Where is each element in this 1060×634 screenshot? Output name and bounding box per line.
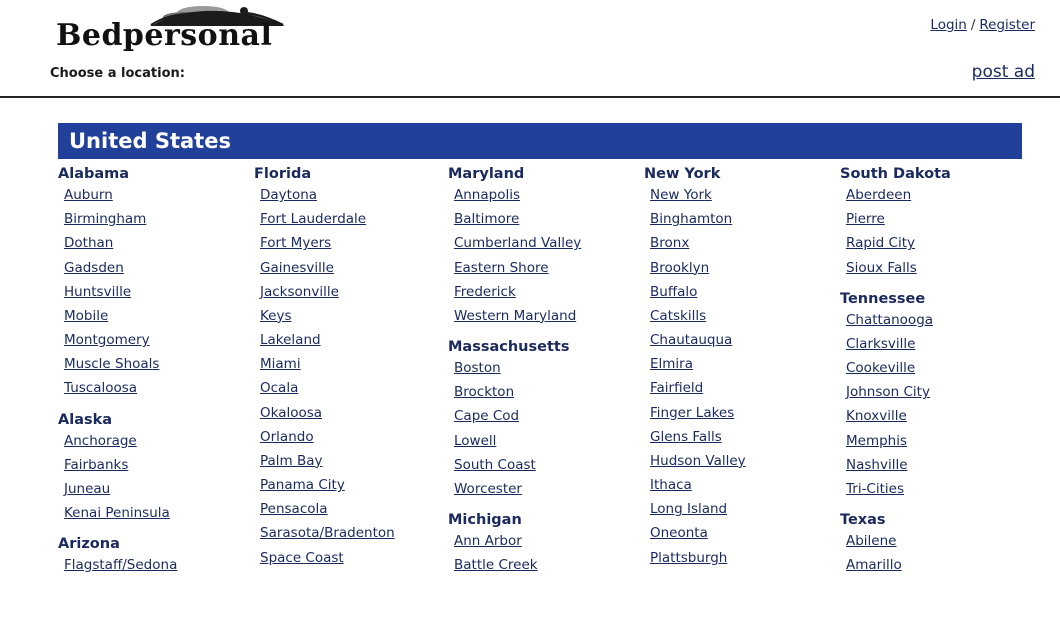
city-link[interactable]: Elmira bbox=[650, 356, 694, 373]
auth-links bbox=[930, 17, 1035, 33]
city-link[interactable]: Kenai Peninsula bbox=[64, 505, 170, 522]
state-block bbox=[440, 512, 636, 572]
city-link[interactable]: Palm Bay bbox=[260, 452, 323, 469]
city-link[interactable]: South Coast bbox=[454, 456, 536, 473]
city-link[interactable]: Knoxville bbox=[846, 408, 907, 425]
city-link[interactable]: Lakeland bbox=[260, 332, 321, 349]
city-link[interactable]: Western Maryland bbox=[454, 307, 577, 324]
login-link[interactable]: Login bbox=[930, 17, 967, 33]
city-link[interactable]: Daytona bbox=[260, 187, 318, 203]
city-link[interactable]: Fort Myers bbox=[260, 235, 332, 252]
city-link[interactable]: Tuscaloosa bbox=[64, 380, 138, 397]
location-columns bbox=[50, 166, 1050, 582]
city-link[interactable]: Orlando bbox=[260, 428, 314, 445]
city-link[interactable]: Cape Cod bbox=[454, 408, 520, 425]
city-link[interactable]: Cumberland Valley bbox=[454, 235, 582, 252]
city-link[interactable]: Fairbanks bbox=[64, 456, 129, 473]
city-link[interactable]: Oneonta bbox=[650, 525, 708, 542]
city-link[interactable]: Johnson City bbox=[846, 384, 930, 401]
state-heading: New York bbox=[644, 166, 721, 182]
location-column bbox=[832, 166, 1032, 582]
city-link[interactable]: Flagstaff/Sedona bbox=[64, 557, 178, 574]
city-link[interactable]: Birmingham bbox=[64, 211, 147, 228]
city-link[interactable]: Auburn bbox=[64, 187, 113, 203]
city-link[interactable]: Montgomery bbox=[64, 332, 150, 349]
state-heading: Michigan bbox=[448, 512, 522, 529]
city-link[interactable]: Sarasota/Bradenton bbox=[260, 525, 395, 542]
city-link[interactable]: Worcester bbox=[454, 480, 522, 497]
state-block bbox=[832, 512, 1032, 572]
city-link[interactable]: Ocala bbox=[260, 380, 299, 397]
city-link[interactable]: Gainesville bbox=[260, 259, 334, 276]
city-link[interactable]: Finger Lakes bbox=[650, 404, 735, 421]
city-link[interactable]: Abilene bbox=[846, 533, 897, 550]
city-link[interactable]: Binghamton bbox=[650, 211, 733, 228]
state-block bbox=[636, 166, 832, 565]
city-link[interactable]: Memphis bbox=[846, 432, 908, 449]
choose-location-bar bbox=[0, 58, 1060, 98]
city-link[interactable]: Chautauqua bbox=[650, 332, 733, 349]
city-link[interactable]: Bronx bbox=[650, 235, 690, 252]
city-link[interactable]: Catskills bbox=[650, 307, 707, 324]
city-link[interactable]: Frederick bbox=[454, 283, 516, 300]
city-link[interactable]: Panama City bbox=[260, 477, 345, 494]
city-link[interactable]: Dothan bbox=[64, 235, 114, 252]
city-link[interactable]: Tri-Cities bbox=[846, 480, 904, 497]
city-link[interactable]: Cookeville bbox=[846, 360, 916, 377]
state-heading: Texas bbox=[840, 512, 886, 529]
country-title: United States bbox=[69, 129, 231, 153]
city-link[interactable]: Huntsville bbox=[64, 283, 132, 300]
city-link[interactable]: Aberdeen bbox=[846, 187, 912, 203]
city-link[interactable]: Pierre bbox=[846, 211, 885, 228]
city-link[interactable]: Brockton bbox=[454, 384, 515, 401]
state-block bbox=[50, 412, 246, 521]
city-link[interactable]: Keys bbox=[260, 307, 292, 324]
choose-location-label: Choose a location: bbox=[50, 66, 185, 81]
state-block bbox=[440, 166, 636, 323]
state-block bbox=[832, 166, 1032, 275]
city-link[interactable]: Juneau bbox=[64, 480, 111, 497]
state-block bbox=[440, 339, 636, 496]
state-heading: Arizona bbox=[58, 536, 120, 553]
state-block bbox=[50, 166, 246, 396]
post-ad-link[interactable]: post ad bbox=[971, 62, 1035, 82]
city-link[interactable]: Gadsden bbox=[64, 259, 124, 276]
city-link[interactable]: Space Coast bbox=[260, 549, 344, 566]
city-link[interactable]: Lowell bbox=[454, 432, 497, 449]
city-link[interactable]: Annapolis bbox=[454, 187, 520, 203]
country-banner bbox=[58, 123, 1022, 159]
city-link[interactable]: Nashville bbox=[846, 456, 908, 473]
location-column bbox=[50, 166, 246, 582]
city-link[interactable]: Chattanooga bbox=[846, 311, 934, 328]
city-link[interactable]: Amarillo bbox=[846, 557, 902, 574]
city-link[interactable]: Sioux Falls bbox=[846, 259, 917, 276]
state-block bbox=[246, 166, 440, 565]
city-link[interactable]: Miami bbox=[260, 356, 301, 373]
state-heading: Maryland bbox=[448, 166, 525, 182]
city-link[interactable]: Fairfield bbox=[650, 380, 704, 397]
city-link[interactable]: Pensacola bbox=[260, 501, 328, 518]
city-link[interactable]: Eastern Shore bbox=[454, 259, 549, 276]
city-link[interactable]: Anchorage bbox=[64, 432, 137, 449]
city-link[interactable]: Long Island bbox=[650, 501, 728, 518]
state-heading: South Dakota bbox=[840, 166, 951, 182]
site-header bbox=[0, 0, 1060, 58]
auth-separator: / bbox=[970, 17, 976, 33]
city-link[interactable]: Fort Lauderdale bbox=[260, 211, 367, 228]
city-link[interactable]: Jacksonville bbox=[260, 283, 339, 300]
state-block bbox=[50, 536, 246, 572]
state-heading: Tennessee bbox=[840, 290, 926, 307]
city-link[interactable]: Baltimore bbox=[454, 211, 520, 228]
city-link[interactable]: New York bbox=[650, 187, 712, 203]
state-heading: Alabama bbox=[58, 166, 130, 182]
state-heading: Florida bbox=[254, 166, 312, 182]
city-link[interactable]: Mobile bbox=[64, 307, 109, 324]
state-heading: Massachusetts bbox=[448, 339, 570, 356]
location-column bbox=[246, 166, 440, 582]
state-block bbox=[832, 291, 1032, 496]
city-link[interactable]: Glens Falls bbox=[650, 428, 722, 445]
state-heading: Alaska bbox=[58, 411, 113, 428]
city-link[interactable]: Okaloosa bbox=[260, 404, 323, 421]
city-link[interactable]: Ithaca bbox=[650, 477, 692, 494]
city-link[interactable]: Buffalo bbox=[650, 283, 698, 300]
city-link[interactable]: Clarksville bbox=[846, 335, 916, 352]
city-link[interactable]: Boston bbox=[454, 360, 501, 377]
city-link[interactable]: Rapid City bbox=[846, 235, 915, 252]
logo-wordmark: Bedpersonal bbox=[56, 18, 273, 53]
site-logo[interactable] bbox=[50, 4, 370, 54]
location-column bbox=[440, 166, 636, 582]
city-link[interactable]: Ann Arbor bbox=[454, 533, 522, 550]
city-link[interactable]: Brooklyn bbox=[650, 259, 710, 276]
city-link[interactable]: Plattsburgh bbox=[650, 549, 728, 566]
city-link[interactable]: Muscle Shoals bbox=[64, 356, 160, 373]
location-column bbox=[636, 166, 832, 582]
city-link[interactable]: Battle Creek bbox=[454, 557, 538, 574]
register-link[interactable]: Register bbox=[979, 17, 1035, 33]
city-link[interactable]: Hudson Valley bbox=[650, 452, 746, 469]
